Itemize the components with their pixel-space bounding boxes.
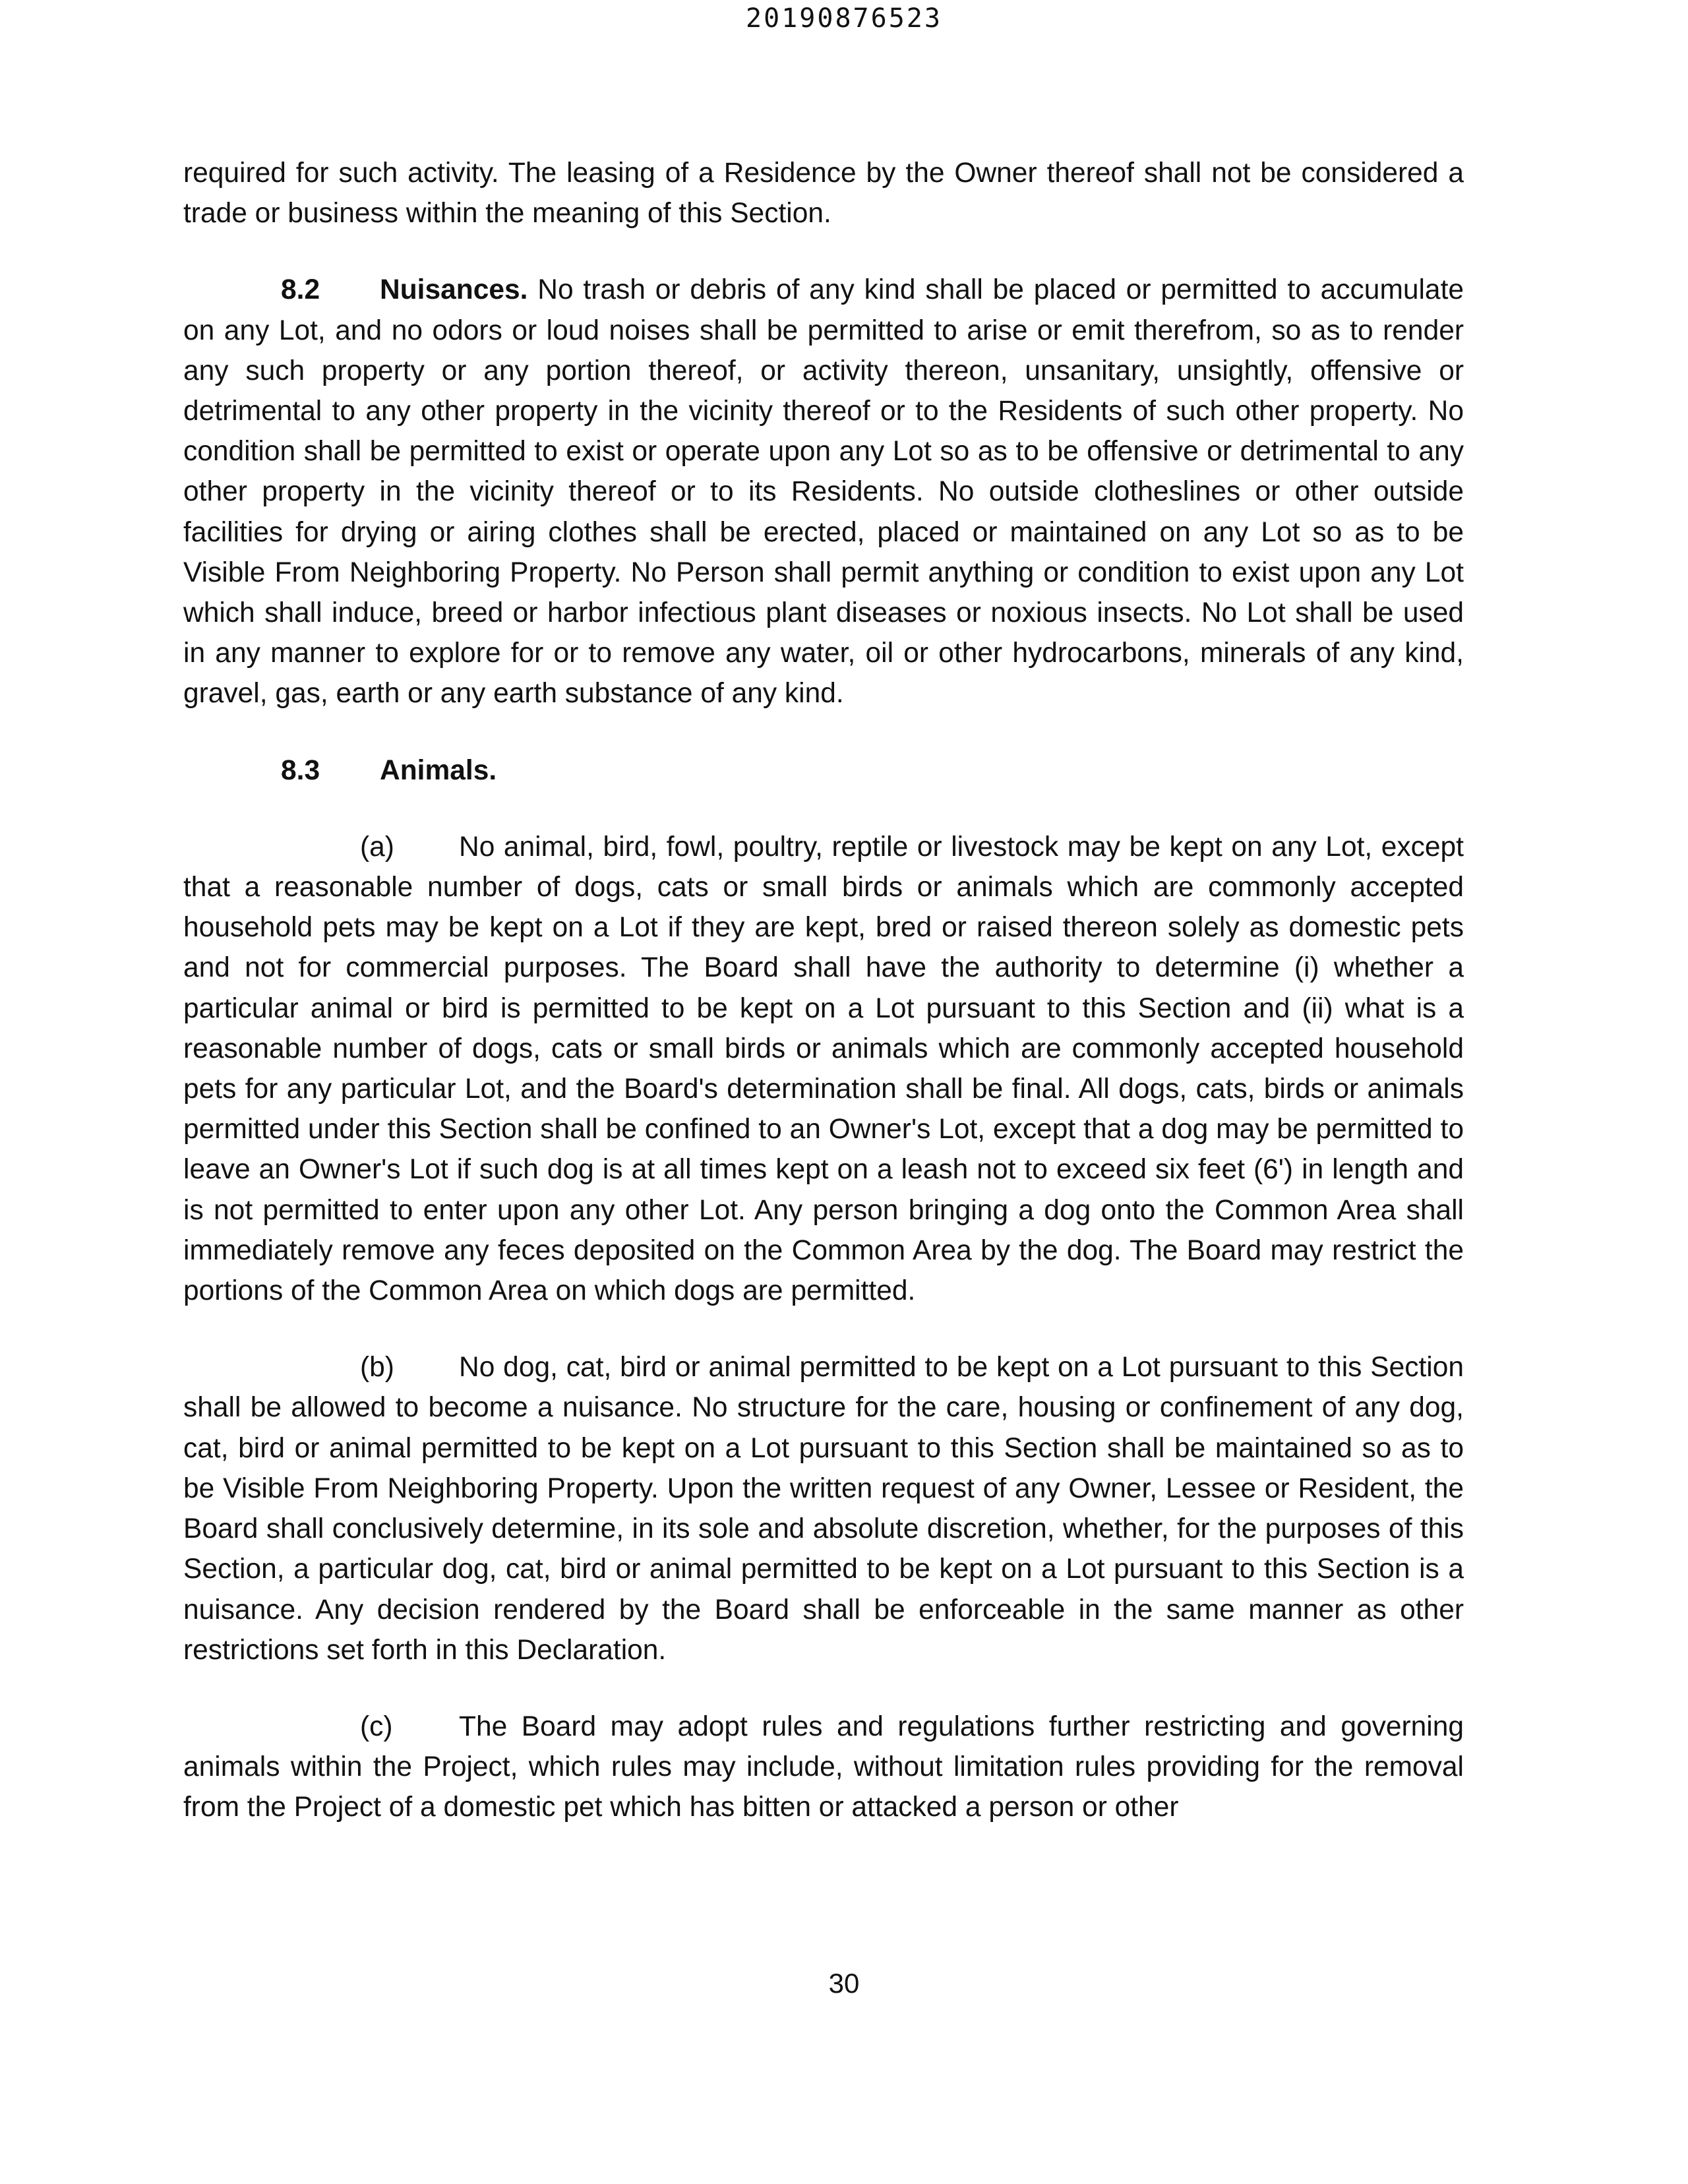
subsection-b-label: (b) <box>360 1352 394 1383</box>
continuation-paragraph: required for such activity. The leasing of a Residence by the Owner thereof shall not be considered a trade or business within the meaning of this Section. <box>183 158 1464 229</box>
document-number: 20190876523 <box>746 3 942 34</box>
subsection-a-paragraph <box>183 827 1464 1311</box>
subsection-c-text: The Board may adopt rules and regulations further restricting and governing animals within the Project, which rules may include, without limitation rules providing for the removal from the Project of a domestic pet which has bitten or attacked a person or other <box>183 1711 1464 1823</box>
subsection-b-text: No dog, cat, bird or animal permitted to be kept on a Lot pursuant to this Section shall be allowed to become a nuisance. No structure for the care, housing or confinement of any dog, cat, bird or animal permitted to be kept on a Lot pursuant to this Section shall be maintained so as to be Visible From Neighboring Property. Upon the written request of any Owner, Lessee or Resident, the Board shall conclusively determine, in its sole and absolute discretion, whether, for the purposes of this Section, a particular dog, cat, bird or animal permitted to be kept on a Lot pursuant to this Section is a nuisance. Any decision rendered by the Board shall be enforceable in the same manner as other restrictions set forth in this Declaration. <box>183 1352 1464 1666</box>
page-number: 30 <box>828 1968 860 1999</box>
section-8-3-title: Animals. <box>380 754 497 786</box>
subsection-a-text: No animal, bird, fowl, poultry, reptile or livestock may be kept on any Lot, except that a reasonable number of dogs, cats or small birds or animals which are commonly accepted household pets may be kept on a Lot if they are kept, bred or raised thereon solely as domestic pets and not for commercial purposes. The Board shall have the authority to determine (i) whether a particular animal or bird is permitted to be kept on a Lot pursuant to this Section and (ii) what is a reasonable number of dogs, cats or small birds or animals which are commonly accepted household pets for any particular Lot, and the Board's determination shall be final. All dogs, cats, birds or animals permitted under this Section shall be confined to an Owner's Lot, except that a dog may be permitted to leave an Owner's Lot if such dog is at all times kept on a leash not to exceed six feet (6') in length and is not permitted to enter upon any other Lot. Any person bringing a dog onto the Common Area shall immediately remove any feces deposited on the Common Area by the dog. The Board may restrict the portions of the Common Area on which dogs are permitted. <box>183 831 1464 1307</box>
subsection-a-label: (a) <box>360 831 394 863</box>
subsection-c-paragraph <box>183 1707 1464 1828</box>
subsection-c-label: (c) <box>360 1711 393 1742</box>
section-8-2-number: 8.2 <box>281 274 320 306</box>
document-body <box>183 153 1464 1828</box>
subsection-b-paragraph <box>183 1347 1464 1670</box>
section-8-2-paragraph <box>183 270 1464 713</box>
section-8-2-text: No trash or debris of any kind shall be placed or permitted to accumulate on any Lot, and no odors or loud noises shall be permitted to arise or emit therefrom, so as to render any such property or any portion thereof, or activity thereon, unsanitary, unsightly, offensive or detrimental to any other property in the vicinity thereof or to the Residents of such other property. No condition shall be permitted to exist or operate upon any Lot so as to be offensive or detrimental to any other property in the vicinity thereof or to its Residents. No outside clotheslines or other outside facilities for drying or airing clothes shall be erected, placed or maintained on any Lot so as to be Visible From Neighboring Property. No Person shall permit anything or condition to exist upon any Lot which shall induce, breed or harbor infectious plant diseases or noxious insects. No Lot shall be used in any manner to explore for or to remove any water, oil or other hydrocarbons, minerals of any kind, gravel, gas, earth or any earth substance of any kind. <box>183 274 1464 710</box>
section-8-3-number: 8.3 <box>281 754 320 786</box>
section-8-3-heading <box>183 750 1464 791</box>
section-8-2-title: Nuisances. <box>380 274 528 306</box>
